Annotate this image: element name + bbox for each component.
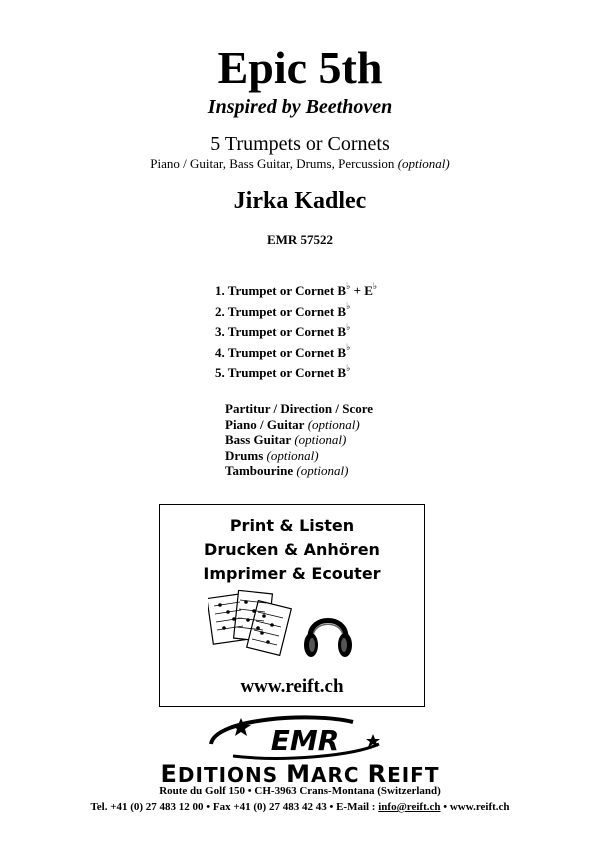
logo-text: EMR xyxy=(270,724,340,757)
part-extra: + E xyxy=(350,283,373,298)
print-listen-box xyxy=(159,504,425,707)
part-label: 5. Trumpet or Cornet B xyxy=(215,365,347,380)
composer: Jirka Kadlec xyxy=(233,188,367,214)
extra-note: (optional) xyxy=(307,416,360,432)
flat-sign: ♭ xyxy=(346,342,351,353)
catalog-number: EMR 57522 xyxy=(266,232,334,247)
extra-item xyxy=(225,448,373,464)
extra-label: Drums xyxy=(225,447,264,463)
emr-logo xyxy=(203,712,393,762)
part-item xyxy=(215,343,377,364)
publisher-contact xyxy=(0,800,600,814)
flat-sign: ♭ xyxy=(346,362,351,373)
subtitle: Inspired by Beethoven xyxy=(207,96,393,118)
flat-sign: ♭ xyxy=(346,301,351,312)
publisher-name-cap: E xyxy=(160,760,178,788)
extra-note: (optional) xyxy=(266,447,319,463)
extra-label: Piano / Guitar xyxy=(225,416,305,432)
publisher-name-rest: DITIONS xyxy=(177,763,287,787)
extra-item xyxy=(225,432,373,448)
extra-note: (optional) xyxy=(296,463,349,478)
part-item xyxy=(215,322,377,343)
email-link[interactable]: info@reift.ch xyxy=(378,801,441,813)
promo-line: Imprimer & Ecouter xyxy=(203,564,381,583)
part-label: 2. Trumpet or Cornet B xyxy=(215,303,347,319)
extra-note: (optional) xyxy=(294,432,347,447)
flat-sign: ♭ xyxy=(372,280,378,291)
sheet-music-icon xyxy=(208,590,292,660)
extra-label: Bass Guitar xyxy=(225,432,292,447)
part-item xyxy=(215,281,377,302)
page-title: Epic 5th xyxy=(217,42,383,93)
publisher-name-rest: ARC xyxy=(311,763,368,787)
publisher-name-rest: EIFT xyxy=(387,763,440,787)
accompaniment-text: Piano / Guitar, Bass Guitar, Drums, Percussion xyxy=(150,156,395,171)
part-item xyxy=(215,363,377,384)
flat-sign: ♭ xyxy=(346,321,351,332)
parts-list xyxy=(215,281,377,384)
part-label: 4. Trumpet or Cornet B xyxy=(215,344,347,360)
promo-line: Print & Listen xyxy=(229,516,355,535)
publisher-name-cap: M xyxy=(286,760,312,788)
extra-label: Tambourine xyxy=(225,463,294,478)
extra-label: Partitur / Direction / Score xyxy=(225,401,374,416)
part-item xyxy=(215,302,377,323)
promo-url[interactable]: www.reift.ch xyxy=(240,676,344,697)
extra-item xyxy=(225,463,373,479)
accompaniment-note: (optional) xyxy=(397,156,450,171)
website-text: • www.reift.ch xyxy=(440,801,510,813)
extra-item xyxy=(225,401,373,417)
promo-line: Drucken & Anhören xyxy=(204,540,380,559)
publisher-address: Route du Golf 150 • CH-3963 Crans-Montana (Switzerland) xyxy=(159,785,441,797)
accompaniment xyxy=(0,156,600,172)
part-label: 1. Trumpet or Cornet B xyxy=(215,283,347,298)
extras-list xyxy=(225,401,373,479)
instrumentation: 5 Trumpets or Cornets xyxy=(210,133,390,155)
extra-item xyxy=(225,417,373,433)
part-label: 3. Trumpet or Cornet B xyxy=(215,324,347,339)
flat-sign: ♭ xyxy=(346,280,351,291)
contact-text: Tel. +41 (0) 27 483 12 00 • Fax +41 (0) 27 483 42 43 • E-Mail : xyxy=(90,801,379,813)
headphones-icon xyxy=(302,605,354,661)
publisher-name-cap: R xyxy=(367,760,388,788)
